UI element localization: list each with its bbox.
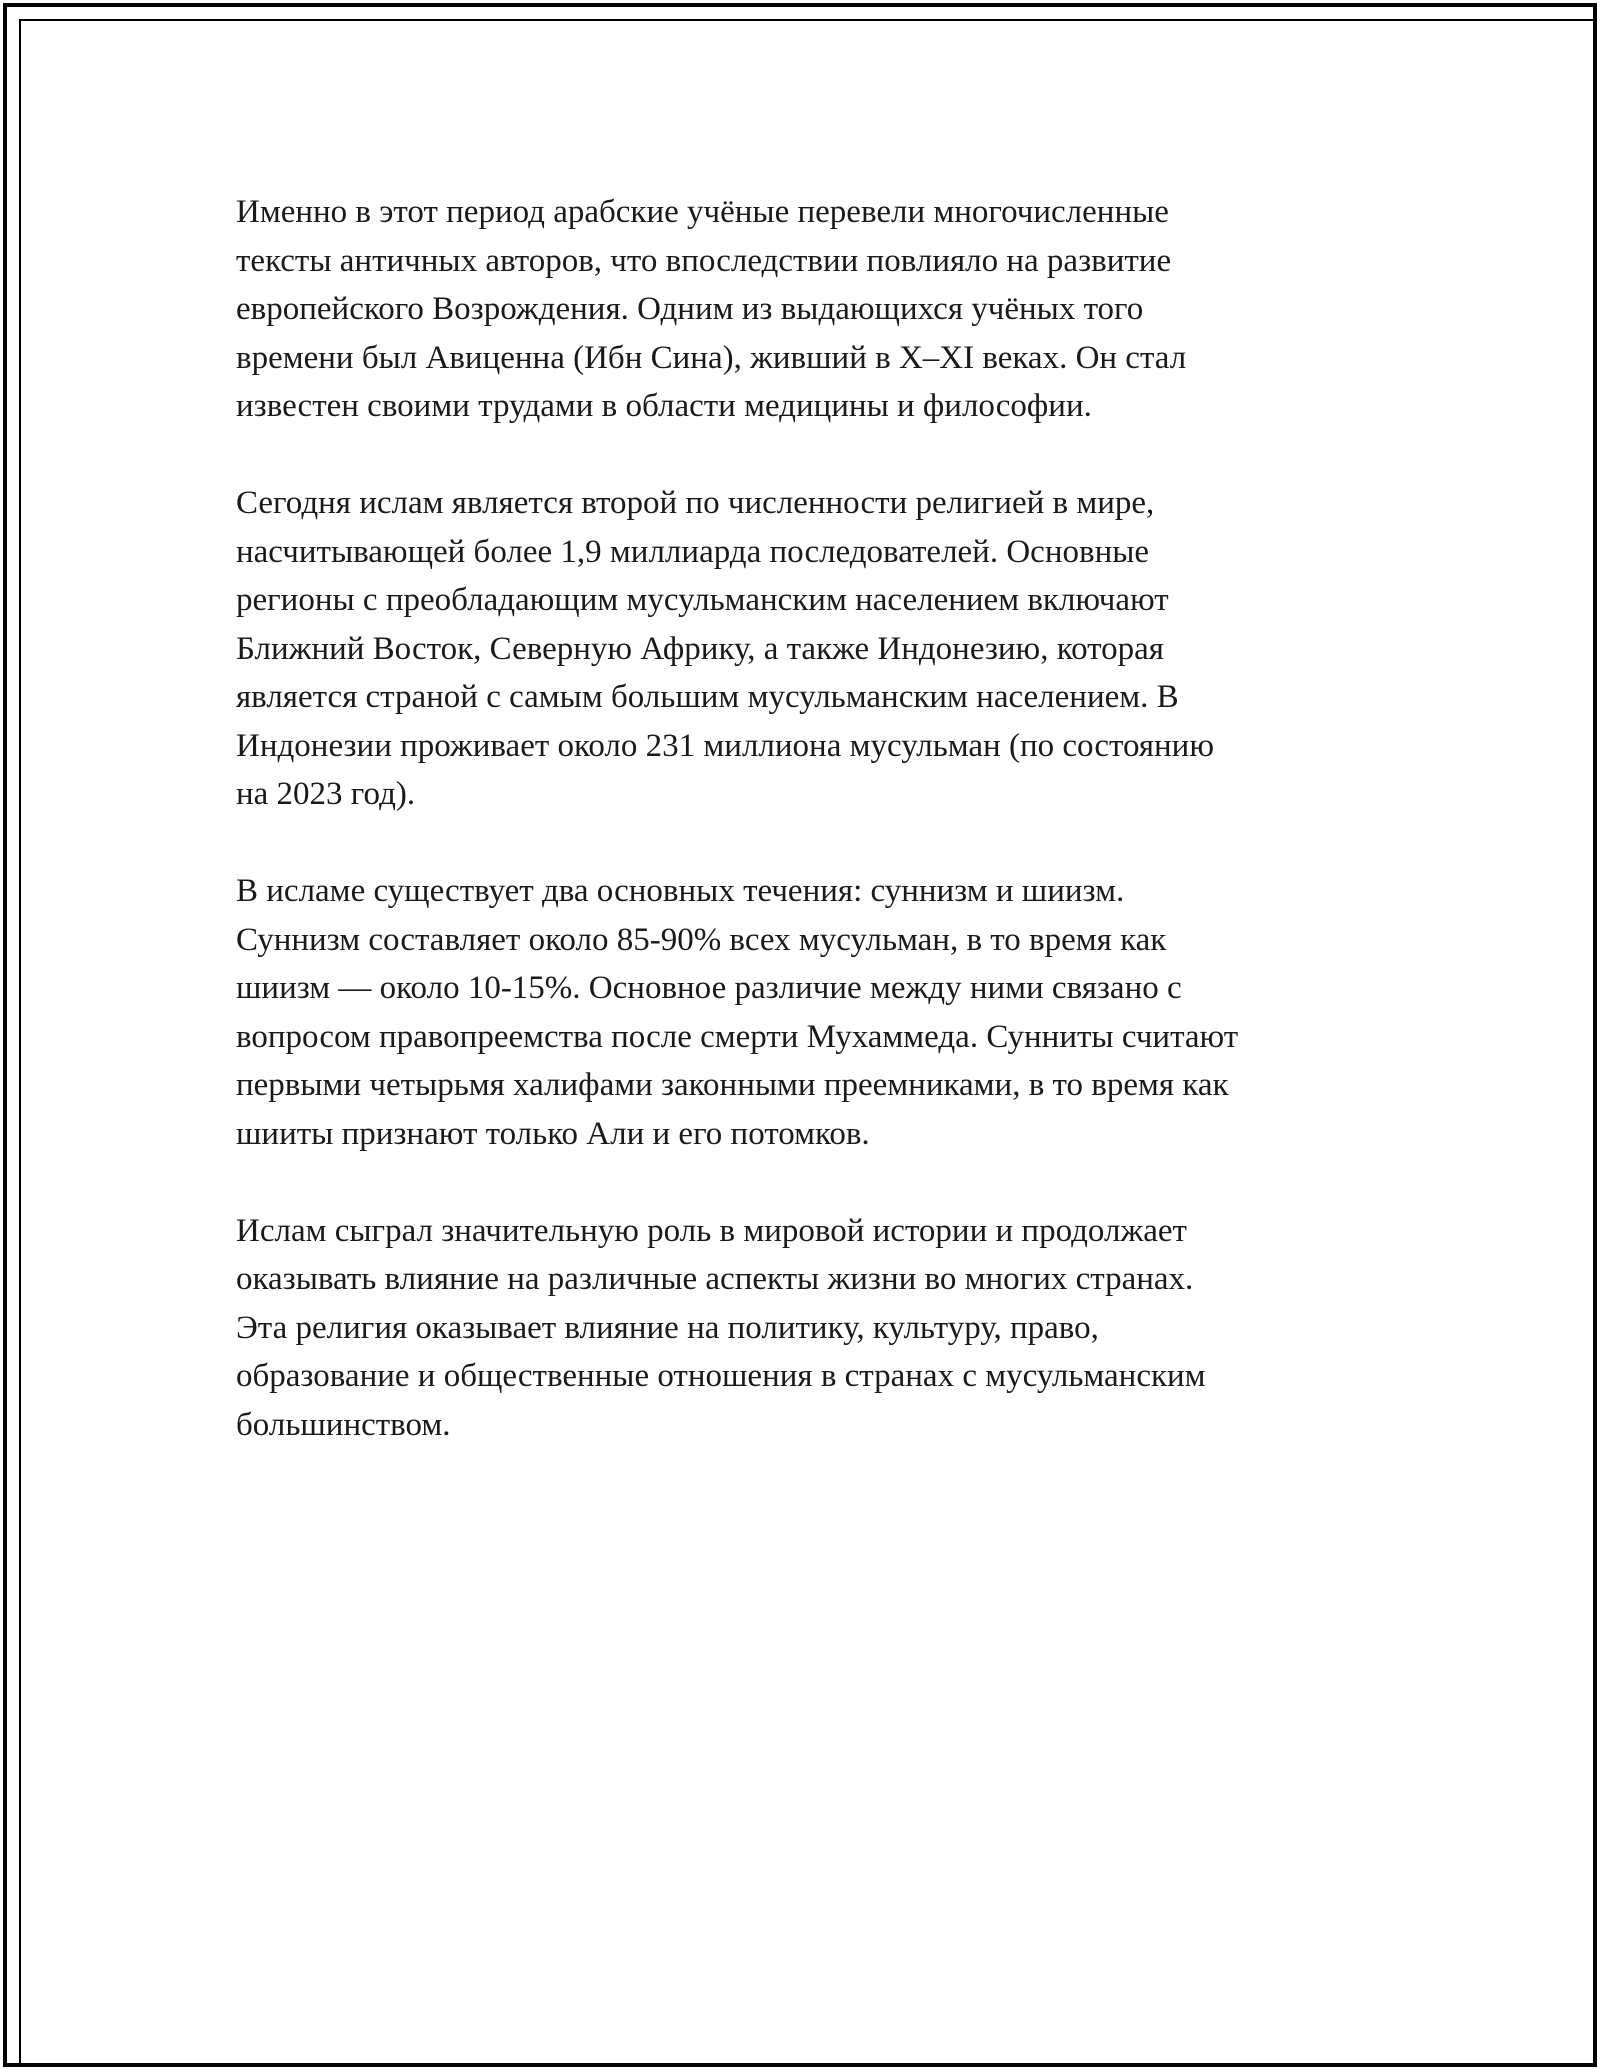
paragraph-influence [236, 1207, 1376, 1450]
text-line: известен своими трудами в области медицины и философии. [236, 388, 1092, 424]
text-line: оказывать влияние на различные аспекты жизни во многих странах. [236, 1261, 1194, 1297]
text-line: первыми четырьмя халифами законными преемниками, в то время как [236, 1067, 1229, 1103]
text-line: Суннизм составляет около 85-90% всех мусульман, в то время как [236, 921, 1167, 958]
text-line: времени был Авиценна (Ибн Сина), живший в X–XI веках. Он стал [236, 339, 1187, 376]
text-line: Ислам сыграл значительную роль в мировой истории и продолжает [236, 1212, 1187, 1249]
text-line: Эта религия оказывает влияние на политику, культуру, право, [236, 1309, 1099, 1346]
text-line: насчитывающей более 1,9 миллиарда последователей. Основные [236, 533, 1150, 570]
text-line: Именно в этот период арабские учёные перевели многочисленные [236, 194, 1169, 230]
text-line: В исламе существует два основных течения: суннизм и шиизм. [236, 873, 1125, 909]
text-line: является страной с самым большим мусульманским населением. В [236, 679, 1179, 715]
text-line: шииты признают только Али и его потомков. [236, 1115, 870, 1152]
text-line: шиизм — около 10-15%. Основное различие между ними связано с [236, 970, 1182, 1006]
paragraph-avicenna [236, 188, 1376, 431]
document-body [236, 188, 1376, 1498]
text-line: образование и общественные отношения в странах с мусульманским [236, 1358, 1206, 1394]
text-line: Ближний Восток, Северную Африку, а также Индонезию, которая [236, 630, 1164, 667]
text-line: вопросом правопреемства после смерти Мухаммеда. Сунниты считают [236, 1018, 1239, 1055]
text-line: тексты античных авторов, что впоследствии повлияло на развитие [236, 242, 1172, 279]
text-line: регионы с преобладающим мусульманским населением включают [236, 582, 1169, 618]
text-line: европейского Возрождения. Одним из выдающихся учёных того [236, 291, 1144, 327]
text-line: Индонезии проживает около 231 миллиона мусульман (по состоянию [236, 727, 1214, 764]
paragraph-sunni-shia [236, 867, 1376, 1158]
paragraph-islam-today [236, 479, 1376, 819]
text-line: Сегодня ислам является второй по численности религией в мире, [236, 485, 1155, 521]
text-line: большинством. [236, 1406, 451, 1443]
text-line: на 2023 год). [236, 776, 416, 812]
